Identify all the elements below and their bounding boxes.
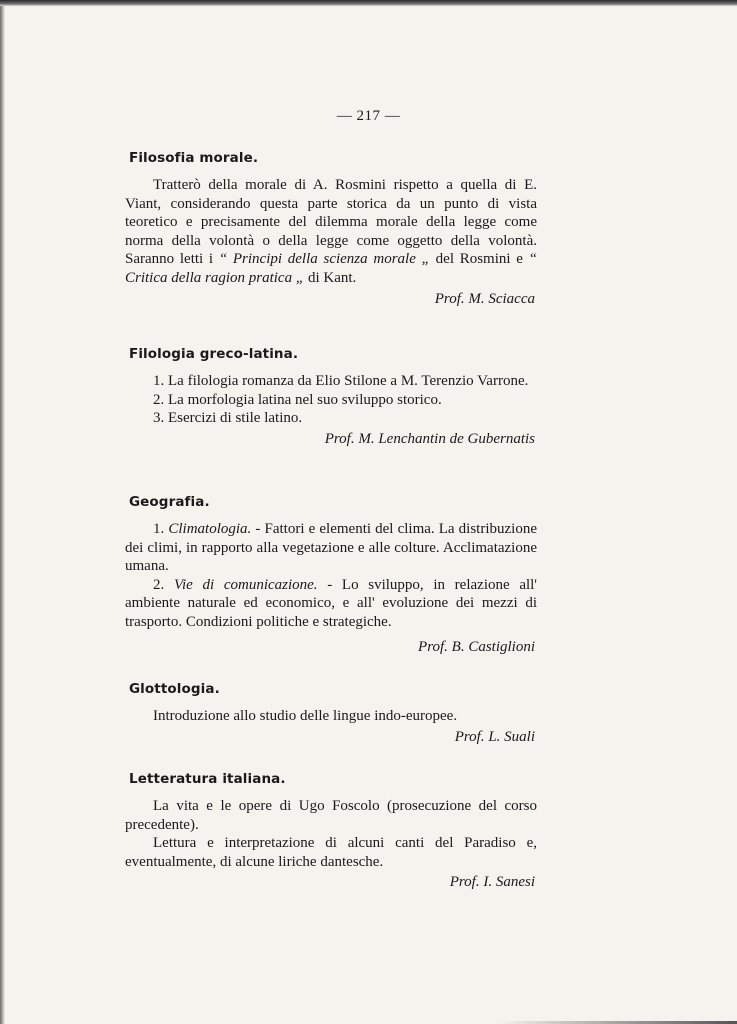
section-paragraph (125, 176, 537, 288)
professor-name: Prof. M. Lenchantin de Gubernatis (324, 430, 535, 447)
section-paragraph: Introduzione allo studio delle lingue indo-europee. (153, 708, 458, 724)
section-paragraph: La vita e le opere di Ugo Foscolo (prosecuzione del corso precedente). (125, 798, 537, 833)
item-title: Vie di comunicazione. (173, 576, 318, 593)
paragraph-text: Tratterò della morale di A. Rosmini rispetto a quella di E. Viant, considerando questa parte storica da un punto di vista teoretico e precisamente del dilemma morale della legge come norma della volontà o della legge come oggetto della volontà. Saranno letti i (125, 177, 537, 268)
paragraph-text: di Kant. (304, 269, 357, 286)
professor-name: Prof. B. Castiglioni (418, 638, 535, 655)
scan-left-edge (0, 6, 5, 1024)
section-heading: Filosofia morale. (129, 150, 259, 166)
course-item (125, 576, 537, 632)
paragraph-text: del Rosmini e (429, 251, 529, 268)
course-item (125, 520, 537, 576)
section-heading: Filologia greco-latina. (129, 346, 299, 362)
item-text: - Lo sviluppo, in relazione all' ambiente naturale ed economico, e all' evoluzione dei mezzi di trasporto. Condizioni politiche e strategiche. (125, 576, 538, 630)
section-filosofia-morale (125, 150, 537, 308)
scan-top-edge (0, 0, 737, 6)
section-letteratura-italiana (125, 771, 537, 891)
item-title: Climatologia. (168, 521, 252, 537)
item-text: - Fattori e elementi del clima. La distribuzione dei climi, in rapporto alla vegetazione e alle colture. Acclimatazione umana. (125, 521, 537, 575)
section-geografia (125, 494, 537, 656)
section-heading: Letteratura italiana. (129, 771, 286, 787)
book-title: “ Principi della scienza morale „ (218, 251, 430, 268)
book-title: “ Critica della ragion pratica „ (125, 251, 537, 286)
professor-name: Prof. L. Suali (454, 728, 535, 745)
course-item: 2. La morfologia latina nel suo sviluppo storico. (153, 391, 442, 408)
item-number: 1. (153, 521, 169, 537)
course-item: 3. Esercizi di stile latino. (153, 410, 303, 427)
section-heading: Glottologia. (129, 681, 220, 697)
page-number: — 217 — (336, 108, 401, 124)
professor-name: Prof. M. Sciacca (434, 290, 535, 307)
section-paragraph: Lettura e interpretazione di alcuni canti del Paradiso e, eventualmente, di alcune liriche dantesche. (125, 835, 537, 870)
section-filologia-greco-latina (125, 346, 537, 448)
section-glottologia (125, 681, 537, 746)
course-item: 1. La filologia romanza da Elio Stilone a M. Terenzio Varrone. (153, 373, 529, 389)
item-number: 2. (153, 576, 174, 593)
professor-name: Prof. I. Sanesi (449, 874, 535, 891)
section-heading: Geografia. (129, 494, 210, 510)
